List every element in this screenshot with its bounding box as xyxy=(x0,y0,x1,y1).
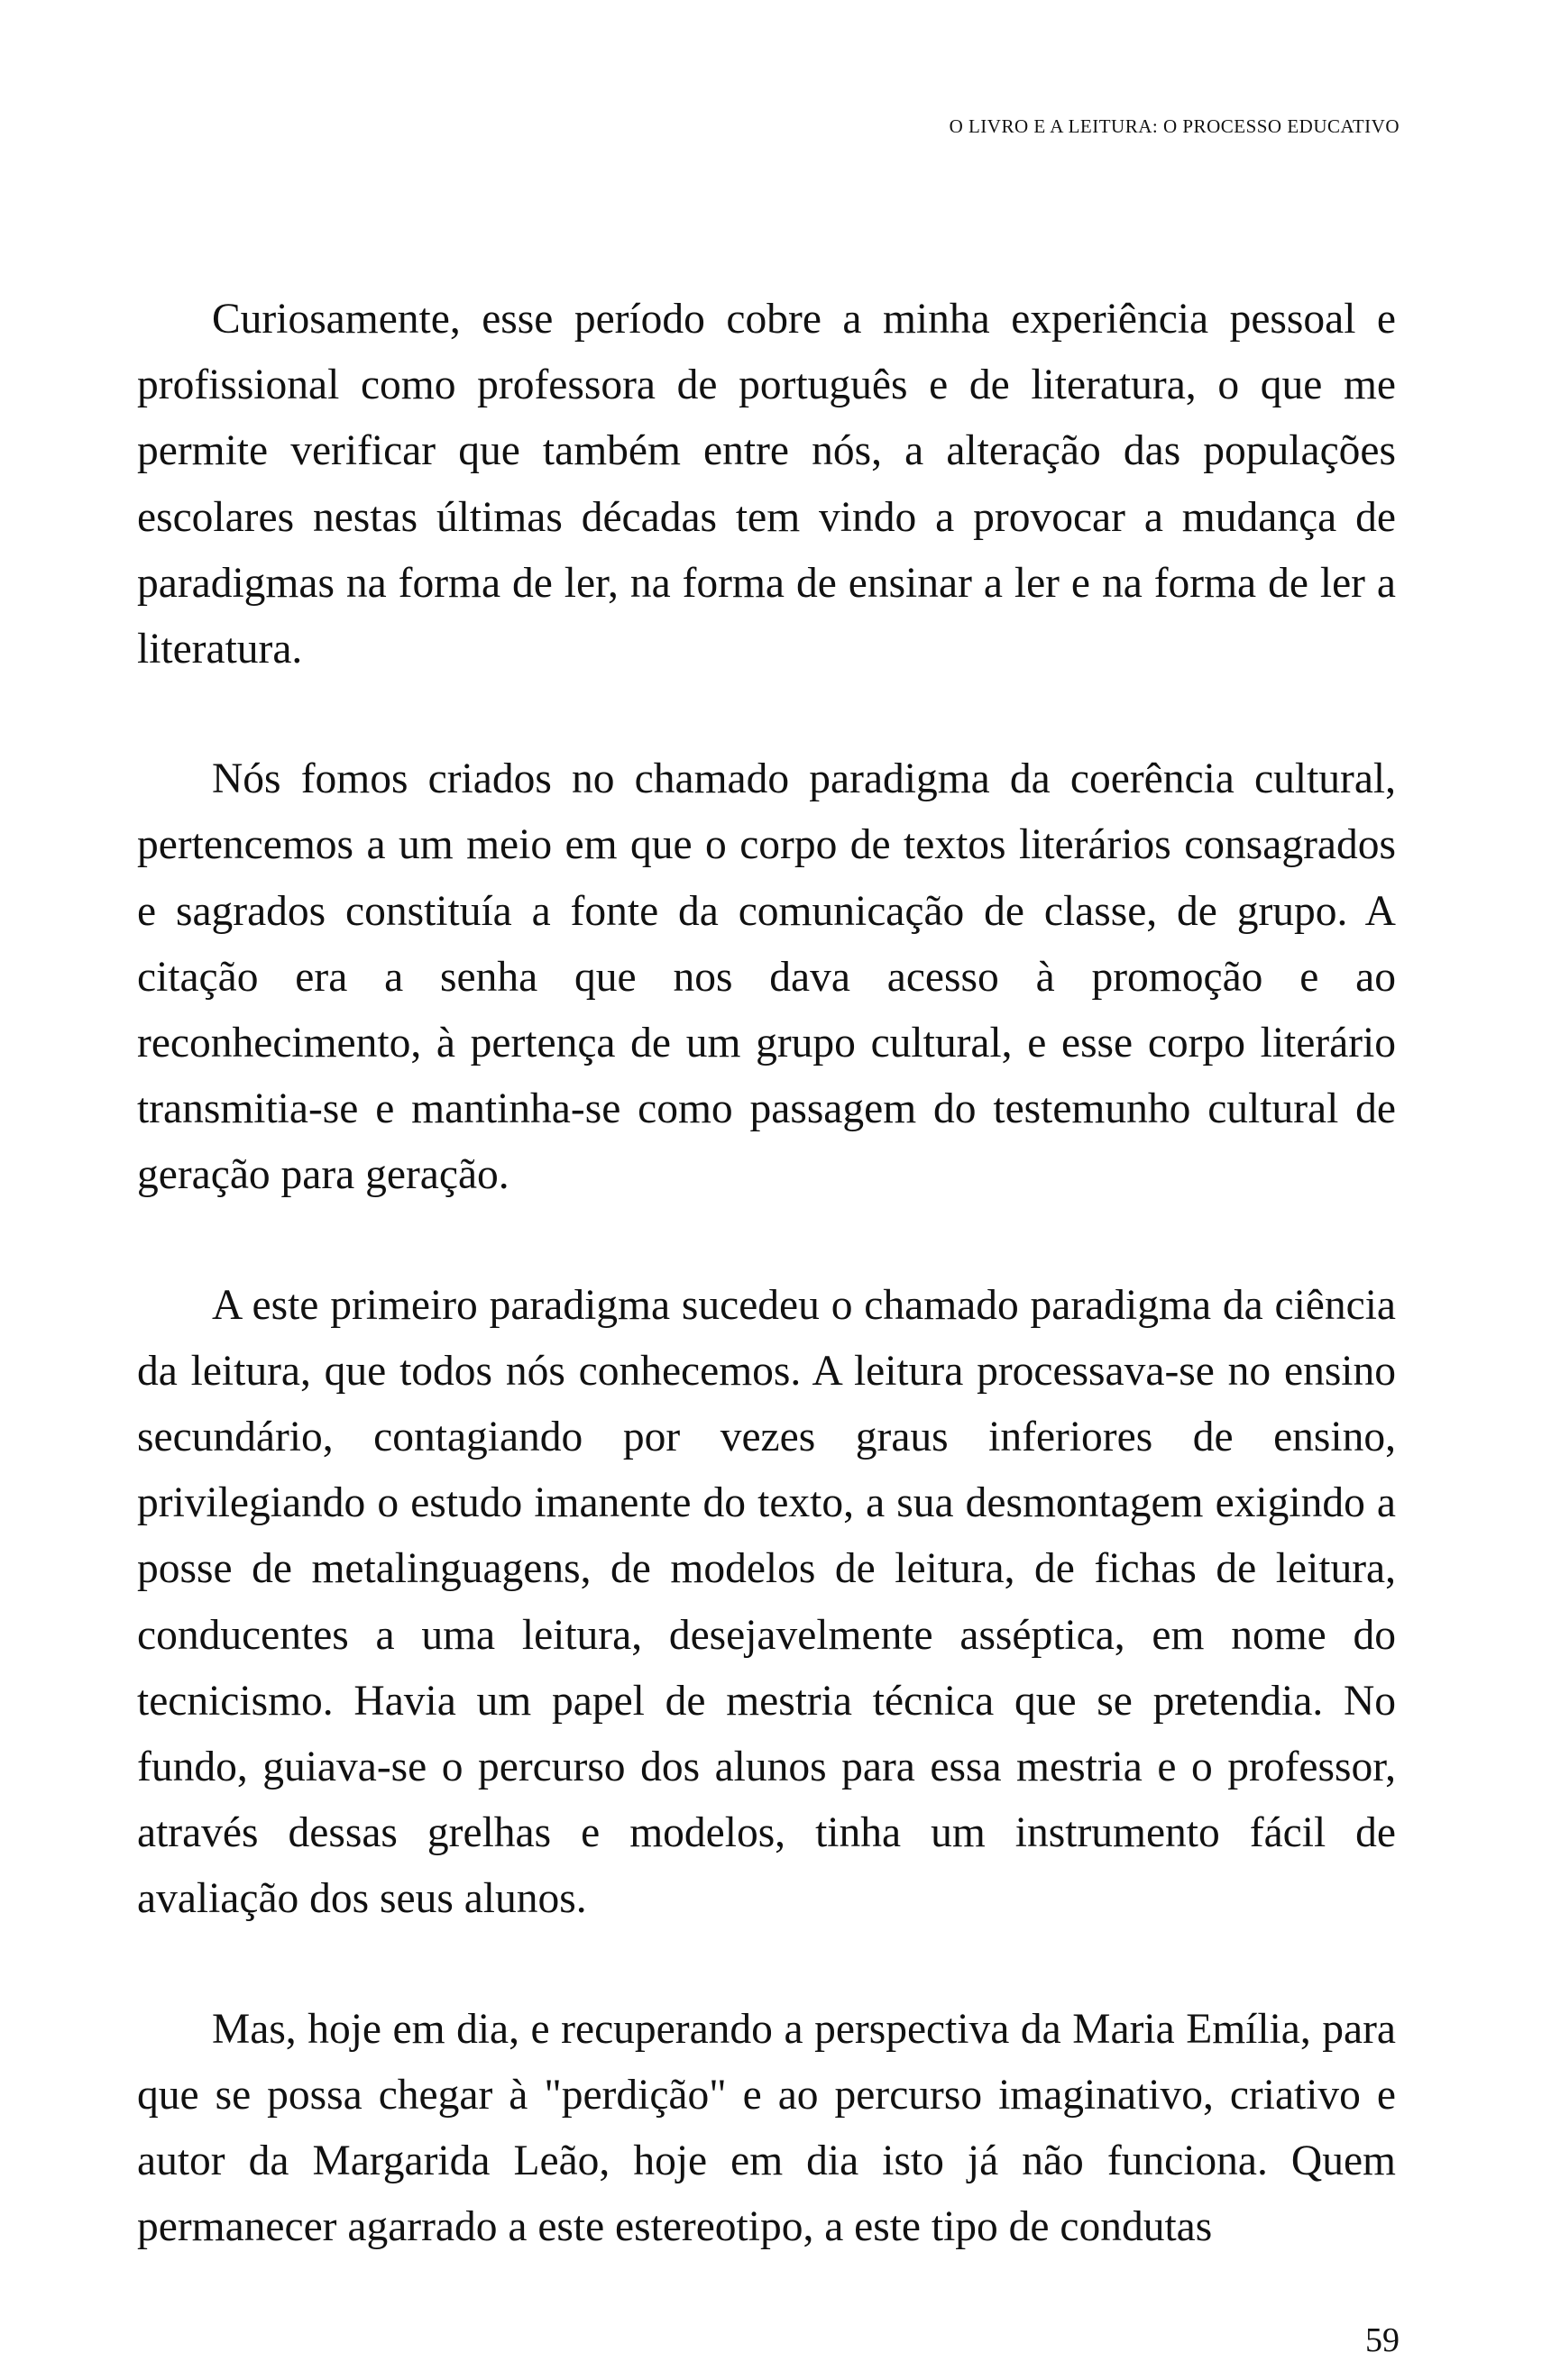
page-number: 59 xyxy=(1365,2321,1400,2359)
paragraph-2: Nós fomos criados no chamado paradigma da coerência cultural, pertencemos a um meio em que o corpo de textos literários consagrados e sagrados constituía a fonte da comunicação de classe, de grupo. A citação era a senha que nos dava acesso à promoção e ao reconhecimento, à pertença de um grupo cultural, e esse corpo literário transmitia-se e mantinha-se como passagem do testemunho cultural de geração para geração. xyxy=(137,755,1396,1199)
body-text xyxy=(137,287,1396,2260)
paragraph-4: Mas, hoje em dia, e recuperando a perspectiva da Maria Emília, para que se possa chegar à "perdição" e ao percurso imaginativo, criativo e autor da Margarida Leão, hoje em dia isto já não funciona. Quem permanecer agarrado a este estereotipo, a este tipo de condutas xyxy=(137,2005,1396,2251)
paragraph-3: A este primeiro paradigma sucedeu o chamado paradigma da ciência da leitura, que todos nós conhecemos. A leitura processava-se no ensino secundário, contagiando por vezes graus inferiores de ensino, privilegiando o estudo imanente do texto, a sua desmontagem exigindo a posse de metalinguagens, de modelos de leitura, de fichas de leitura, conducentes a uma leitura, desejavelmente asséptica, em nome do tecnicismo. Havia um papel de mestria técnica que se pretendia. No fundo, guiava-se o percurso dos alunos para essa mestria e o professor, através dessas grelhas e modelos, tinha um instrumento fácil de avaliação dos seus alunos. xyxy=(137,1281,1396,1923)
running-header: O LIVRO E A LEITURA: O PROCESSO EDUCATIVO xyxy=(949,115,1400,137)
paragraph-1: Curiosamente, esse período cobre a minha experiência pessoal e profissional como professora de português e de literatura, o que me permite verificar que também entre nós, a alteração das populações escolares nestas últimas décadas tem vindo a provocar a mudança de paradigmas na forma de ler, na forma de ensinar a ler e na forma de ler a literatura. xyxy=(137,296,1396,673)
